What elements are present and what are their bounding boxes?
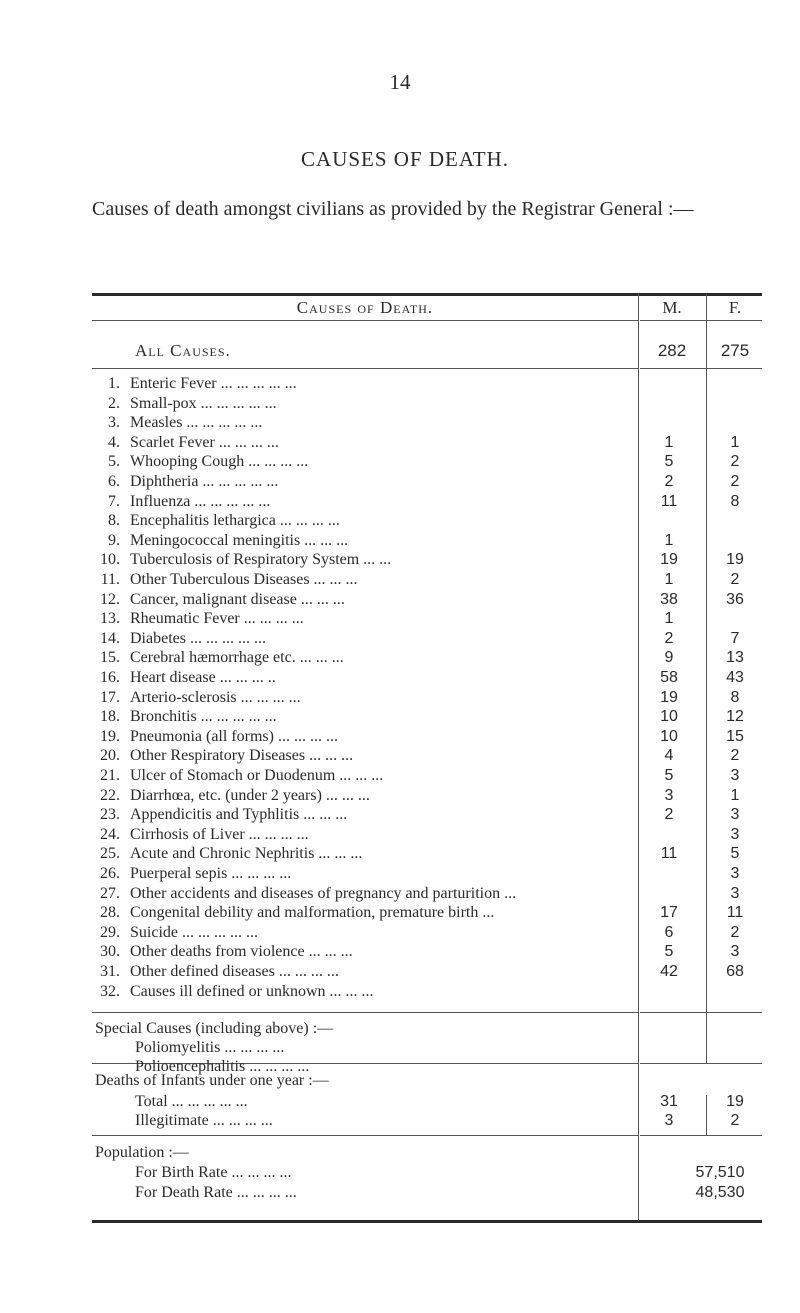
row-m-value: 17 xyxy=(660,904,678,922)
row-label: Other defined diseases ... ... ... ... xyxy=(130,963,339,980)
all-causes-m: 282 xyxy=(657,341,687,360)
all-causes-label: All Causes. xyxy=(135,341,231,360)
row-label: Other accidents and diseases of pregnancy and parturition ... xyxy=(130,884,517,902)
row-m-value: 2 xyxy=(664,806,674,824)
row-label: Other Respiratory Diseases ... ... ... xyxy=(130,747,354,765)
row-number: 18. xyxy=(100,708,120,726)
special-divider-mf xyxy=(640,1063,762,1064)
row-label: Appendicitis and Typhlitis ... ... ... xyxy=(130,806,348,824)
row-m-value: 5 xyxy=(664,767,674,784)
row-f-value: 2 xyxy=(730,571,740,588)
page-title: CAUSES OF DEATH. xyxy=(301,147,509,171)
row-f-value: 8 xyxy=(730,492,740,510)
population-value: 48,530 xyxy=(695,1184,745,1201)
row-m-value: 5 xyxy=(664,453,674,471)
row-number: 1. xyxy=(108,375,120,392)
all-causes-f: 275 xyxy=(720,341,750,360)
row-number: 22. xyxy=(100,786,120,804)
row-label: Diphtheria ... ... ... ... ... xyxy=(130,473,279,490)
row-number: 16. xyxy=(100,669,120,686)
row-f-value: 19 xyxy=(726,551,744,569)
population-label: For Birth Rate ... ... ... ... xyxy=(135,1164,292,1181)
row-m-value: 11 xyxy=(660,845,678,863)
row-label: Bronchitis ... ... ... ... ... xyxy=(130,708,277,726)
infants-title: Deaths of Infants under one year :— xyxy=(95,1072,329,1089)
row-number: 30. xyxy=(100,943,120,961)
infants-label: Illegitimate ... ... ... ... xyxy=(135,1112,273,1129)
row-f-value: 13 xyxy=(726,649,744,667)
row-label: Acute and Chronic Nephritis ... ... ... xyxy=(130,845,363,863)
row-f-value: 3 xyxy=(730,806,740,824)
row-f-value: 1 xyxy=(730,433,740,451)
row-number: 13. xyxy=(100,610,120,628)
row-number: 20. xyxy=(100,747,120,765)
row-number: 29. xyxy=(100,923,120,941)
row-m-value: 11 xyxy=(660,492,678,510)
infants-divider-mf xyxy=(640,1135,762,1136)
population-title: Population :— xyxy=(95,1144,189,1161)
table-top-rule xyxy=(92,293,762,296)
row-m-value: 2 xyxy=(664,473,674,490)
special-title: Special Causes (including above) :— xyxy=(95,1020,334,1037)
row-label: Other Tuberculous Diseases ... ... ... xyxy=(130,571,358,588)
row-number: 32. xyxy=(100,982,120,1000)
row-number: 25. xyxy=(100,845,120,863)
header-divider-mf xyxy=(640,320,762,321)
row-f-value: 3 xyxy=(730,767,740,784)
row-number: 3. xyxy=(108,414,120,432)
infants-f: 19 xyxy=(726,1093,744,1110)
row-number: 24. xyxy=(100,825,120,843)
header-causes: Causes of Death. xyxy=(296,298,434,317)
row-f-value: 2 xyxy=(730,453,740,471)
row-f-value: 3 xyxy=(730,865,740,882)
row-m-value: 4 xyxy=(664,747,674,765)
row-label: Heart disease ... ... ... .. xyxy=(130,669,276,686)
row-label: Rheumatic Fever ... ... ... ... xyxy=(130,610,304,628)
population-row xyxy=(0,1184,800,1206)
row-label: Congenital debility and malformation, premature birth ... xyxy=(130,904,495,922)
row-number: 15. xyxy=(100,649,120,667)
population-value: 57,510 xyxy=(695,1164,745,1181)
row-label: Enteric Fever ... ... ... ... ... xyxy=(130,375,297,392)
row-m-value: 1 xyxy=(664,433,674,451)
row-f-value: 3 xyxy=(730,943,740,961)
header-f: F. xyxy=(728,298,742,317)
row-f-value: 11 xyxy=(726,904,744,922)
infants-f: 2 xyxy=(730,1112,740,1129)
row-number: 9. xyxy=(108,531,120,549)
row-m-value: 10 xyxy=(660,727,678,745)
all-causes-divider-mf xyxy=(640,368,762,369)
row-number: 11. xyxy=(100,571,120,588)
row-number: 21. xyxy=(100,767,120,784)
row-f-value: 2 xyxy=(730,473,740,490)
header-divider xyxy=(92,320,638,321)
population-label: For Death Rate ... ... ... ... xyxy=(135,1184,297,1201)
row-number: 12. xyxy=(100,590,120,608)
row-m-value: 2 xyxy=(664,629,674,647)
causes-list-divider-mf xyxy=(640,1012,762,1013)
row-f-value: 3 xyxy=(730,884,740,902)
row-number: 8. xyxy=(108,512,120,530)
row-f-value: 15 xyxy=(726,727,744,745)
row-m-value: 1 xyxy=(664,610,674,628)
causes-list-divider xyxy=(92,1012,638,1013)
row-label: Diabetes ... ... ... ... ... xyxy=(130,629,266,647)
row-m-value: 19 xyxy=(660,688,678,706)
row-number: 26. xyxy=(100,865,120,882)
row-number: 5. xyxy=(108,453,120,471)
row-number: 19. xyxy=(100,727,120,745)
row-label: Scarlet Fever ... ... ... ... xyxy=(130,433,279,451)
row-label: Cerebral hæmorrhage etc. ... ... ... xyxy=(130,649,344,667)
row-label: Other deaths from violence ... ... ... xyxy=(130,943,353,961)
infants-m: 31 xyxy=(660,1093,678,1110)
row-label: Pneumonia (all forms) ... ... ... ... xyxy=(130,727,338,745)
row-label: Whooping Cough ... ... ... ... xyxy=(130,453,309,471)
row-number: 23. xyxy=(100,806,120,824)
row-m-value: 58 xyxy=(660,669,678,686)
infants-label: Total ... ... ... ... ... xyxy=(135,1093,248,1110)
row-f-value: 12 xyxy=(726,708,744,726)
row-f-value: 8 xyxy=(730,688,740,706)
row-m-value: 1 xyxy=(664,571,674,588)
row-number: 4. xyxy=(108,433,120,451)
row-f-value: 43 xyxy=(726,669,744,686)
row-number: 2. xyxy=(108,394,120,412)
all-causes-divider xyxy=(92,368,638,369)
row-f-value: 1 xyxy=(730,786,740,804)
row-label: Causes ill defined or unknown ... ... ... xyxy=(130,982,374,1000)
infants-row xyxy=(0,1112,800,1134)
row-m-value: 1 xyxy=(664,531,674,549)
row-f-value: 68 xyxy=(726,963,744,980)
row-f-value: 3 xyxy=(730,825,740,843)
row-label: Measles ... ... ... ... ... xyxy=(130,414,263,432)
row-label: Influenza ... ... ... ... ... xyxy=(130,492,271,510)
row-number: 17. xyxy=(100,688,120,706)
row-label: Ulcer of Stomach or Duodenum ... ... ... xyxy=(130,767,384,784)
row-m-value: 9 xyxy=(664,649,674,667)
row-label: Meningococcal meningitis ... ... ... xyxy=(130,531,349,549)
row-number: 28. xyxy=(100,904,120,922)
row-label: Cirrhosis of Liver ... ... ... ... xyxy=(130,825,309,843)
row-f-value: 5 xyxy=(730,845,740,863)
row-f-value: 7 xyxy=(730,629,740,647)
row-number: 14. xyxy=(100,629,120,647)
row-m-value: 5 xyxy=(664,943,674,961)
row-m-value: 6 xyxy=(664,923,674,941)
row-label: Encephalitis lethargica ... ... ... ... xyxy=(130,512,340,530)
population-row xyxy=(0,1164,800,1186)
row-label: Cancer, malignant disease ... ... ... xyxy=(130,590,345,608)
row-m-value: 42 xyxy=(660,963,678,980)
row-number: 6. xyxy=(108,473,120,490)
special-label: Poliomyelitis ... ... ... ... xyxy=(135,1039,285,1056)
intro-text: Causes of death amongst civilians as provided by the Registrar General :— xyxy=(92,198,694,220)
row-m-value: 3 xyxy=(664,786,674,804)
special-label: Polioencephalitis ... ... ... ... xyxy=(135,1058,310,1075)
row-f-value: 2 xyxy=(730,923,740,941)
row-number: 27. xyxy=(100,884,120,902)
row-f-value: 2 xyxy=(730,747,740,765)
table-bottom-rule xyxy=(92,1220,762,1223)
row-m-value: 10 xyxy=(660,708,678,726)
infants-m: 3 xyxy=(664,1112,674,1129)
table-row xyxy=(0,983,800,1005)
row-label: Diarrhœa, etc. (under 2 years) ... ... ... xyxy=(130,786,370,804)
page-number: 14 xyxy=(389,70,411,94)
row-label: Puerperal sepis ... ... ... ... xyxy=(130,865,292,882)
row-number: 31. xyxy=(100,963,120,980)
row-number: 7. xyxy=(108,492,120,510)
infants-divider xyxy=(92,1135,638,1136)
special-row xyxy=(0,1039,800,1075)
row-label: Tuberculosis of Respiratory System ... ... xyxy=(130,551,392,569)
header-m: M. xyxy=(662,298,682,317)
row-f-value: 36 xyxy=(726,590,744,608)
row-number: 10. xyxy=(100,551,120,569)
row-label: Suicide ... ... ... ... ... xyxy=(130,923,258,941)
row-m-value: 38 xyxy=(660,590,678,608)
row-label: Small-pox ... ... ... ... ... xyxy=(130,394,277,412)
row-label: Arterio-sclerosis ... ... ... ... xyxy=(130,688,301,706)
row-m-value: 19 xyxy=(660,551,678,569)
